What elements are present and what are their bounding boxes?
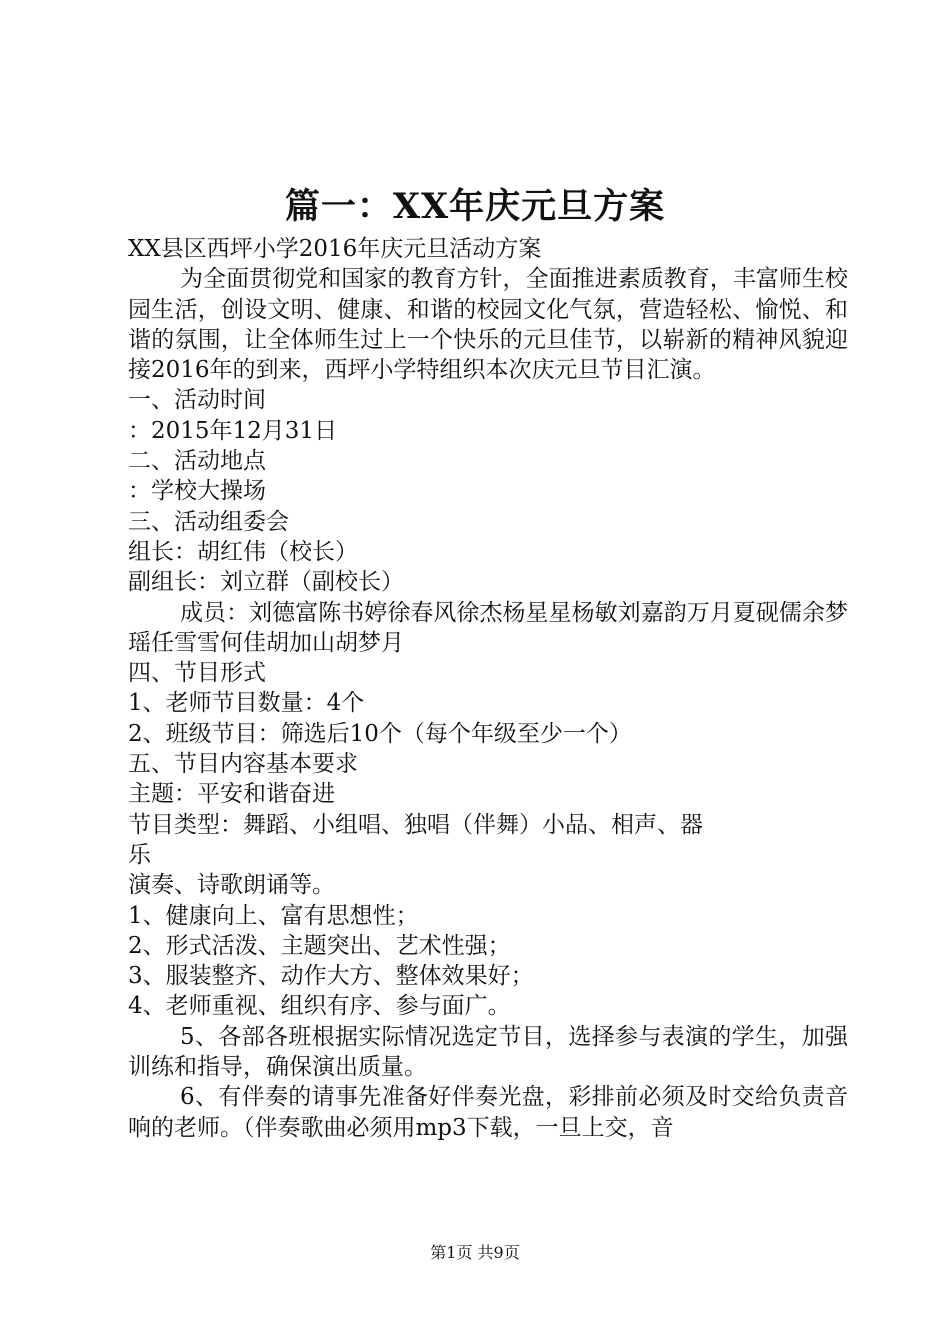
program-types: 节目类型：舞蹈、小组唱、独唱（伴舞）小品、相声、器 (128, 811, 703, 838)
format-item: 1、老师节目数量：4个 (128, 690, 365, 717)
event-location: ：学校大操场 (128, 478, 266, 505)
committee-vice-leader: 副组长：刘立群（副校长） (128, 569, 404, 596)
requirement-item: 1、健康向上、富有思想性； (128, 902, 419, 929)
page-footer: 第1页 共9页 (430, 1243, 520, 1262)
format-item: 2、班级节目：筛选后10个（每个年级至少一个） (128, 720, 632, 747)
requirement-item: 2、形式活泼、主题突出、艺术性强； (128, 932, 511, 959)
program-theme: 主题：平安和谐奋进 (128, 781, 335, 808)
section-heading-format: 四、节目形式 (128, 660, 266, 687)
document-title: 篇一：XX年庆元旦方案 (284, 186, 666, 227)
section-heading-committee: 三、活动组委会 (128, 508, 289, 535)
section-heading-time: 一、活动时间 (128, 387, 266, 414)
program-types-continued: 乐 (128, 841, 151, 868)
section-heading-requirements: 五、节目内容基本要求 (128, 751, 358, 778)
requirement-item: 4、老师重视、组织有序、参与面广。 (128, 993, 511, 1020)
requirement-item: 6、有伴奏的请事先准备好伴奏光盘，彩排前必须及时交给负责音响的老师。（伴奏歌曲必须用mp3下载，一旦上交，音 (128, 1084, 848, 1141)
requirement-item: 5、各部各班根据实际情况选定节目，选择参与表演的学生，加强训练和指导，确保演出质量。 (128, 1023, 848, 1081)
document-body (128, 234, 848, 1143)
requirement-item: 3、服装整齐、动作大方、整体效果好； (128, 963, 534, 990)
intro-paragraph: 为全面贯彻党和国家的教育方针，全面推进素质教育，丰富师生校园生活，创设文明、健康、和谐的校园文化气氛，营造轻松、愉悦、和谐的氛围，让全体师生过上一个快乐的元旦佳节，以崭新的精神风貌迎接2016年的到来，西坪小学特组织本次庆元旦节目汇演。 (128, 266, 848, 384)
event-date: ：2015年12月31日 (128, 417, 338, 444)
document-subtitle: XX县区西坪小学2016年庆元旦活动方案 (128, 236, 542, 262)
section-heading-location: 二、活动地点 (128, 448, 266, 475)
committee-leader: 组长：胡红伟（校长） (128, 538, 358, 565)
program-types-continued: 演奏、诗歌朗诵等。 (128, 872, 335, 899)
committee-members: 成员：刘德富陈书婷徐春风徐杰杨星星杨敏刘嘉韵万月夏砚儒余梦瑶任雪雪何佳胡加山胡梦月 (128, 599, 848, 656)
